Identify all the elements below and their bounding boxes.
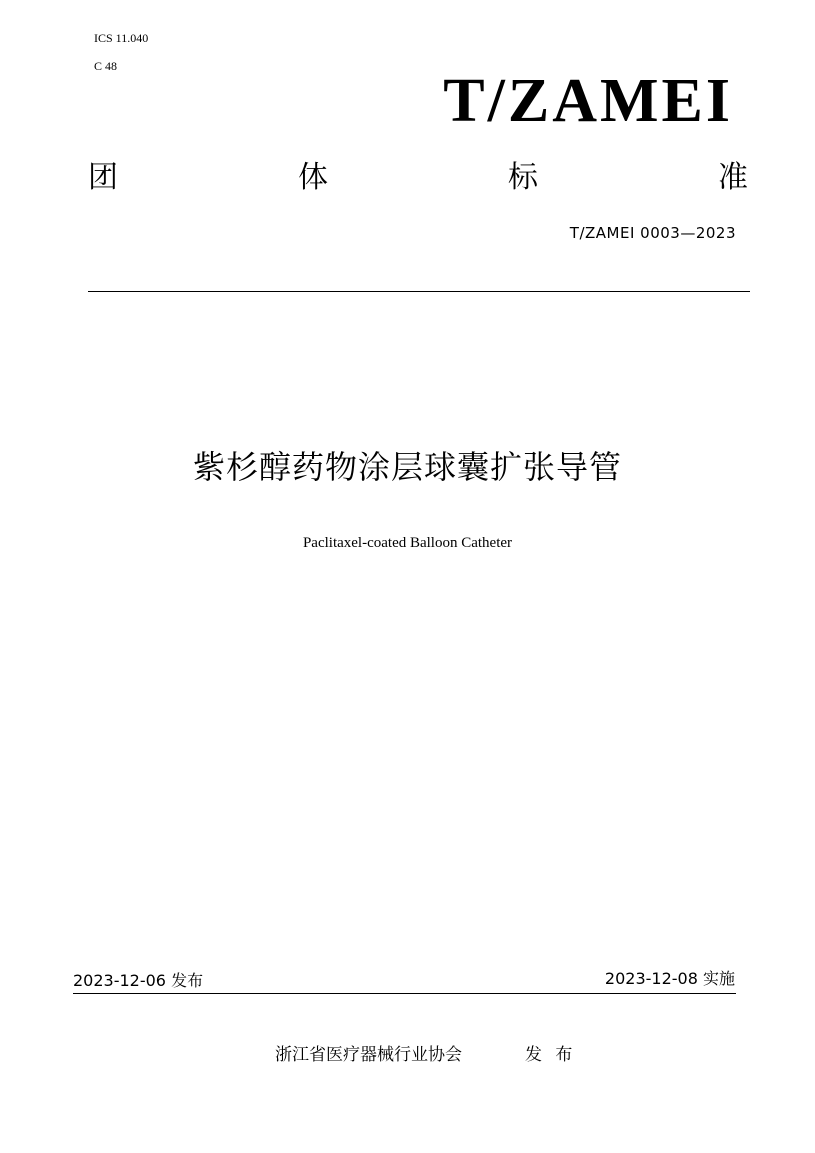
- header-divider: [88, 291, 750, 292]
- standard-type-heading: [88, 158, 748, 198]
- ics-code: ICS 11.040: [94, 31, 149, 45]
- footer-divider: [73, 993, 736, 994]
- implementation-date: 2023-12-08 实施: [604, 969, 735, 988]
- document-title-chinese: 紫杉醇药物涂层球囊扩张导管: [192, 448, 622, 486]
- standard-type-char: 标: [508, 160, 538, 195]
- publisher-action: 发 布: [525, 1045, 577, 1065]
- standard-type-char: 团: [88, 160, 118, 195]
- issue-date: 2023-12-06 发布: [73, 971, 204, 990]
- standard-type-char: 体: [298, 160, 328, 195]
- standard-code-logo: T/ZAMEI: [443, 67, 733, 135]
- standard-type-char: 准: [718, 160, 748, 195]
- document-title-english: Paclitaxel-coated Balloon Catheter: [302, 535, 513, 551]
- ccs-code: C 48: [94, 59, 118, 73]
- publisher-name: 浙江省医疗器械行业协会: [275, 1045, 462, 1065]
- standard-number: T/ZAMEI 0003—2023: [569, 224, 736, 242]
